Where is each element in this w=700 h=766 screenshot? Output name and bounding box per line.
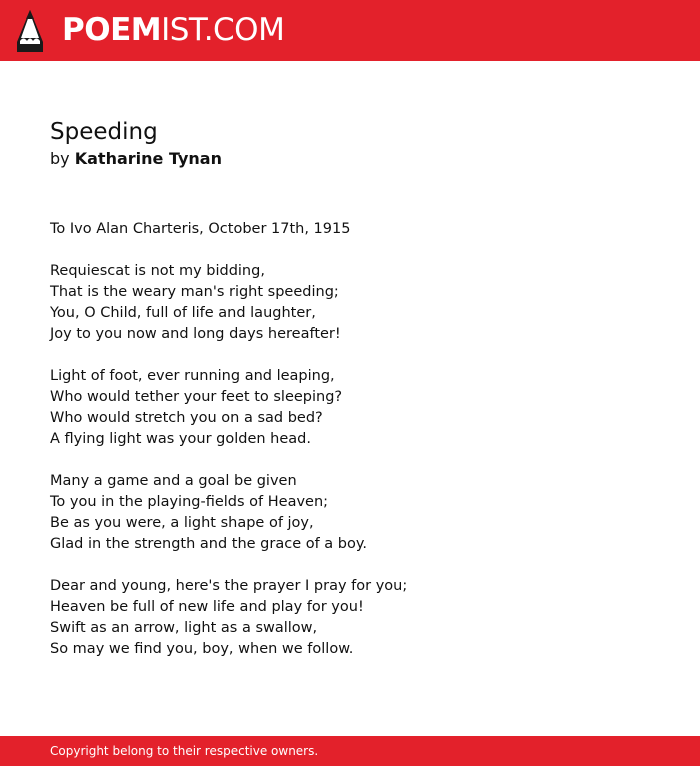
poem-line: Who would tether your feet to sleeping?	[50, 389, 343, 405]
poem-line: Swift as an arrow, light as a swallow,	[50, 620, 318, 636]
poem-line: Joy to you now and long days hereafter!	[50, 326, 341, 342]
poem-stanza-2	[50, 366, 407, 450]
poem-author: Katharine Tynan	[74, 149, 222, 168]
poem-line: To you in the playing-fields of Heaven;	[50, 494, 329, 510]
poem-stanza-4	[50, 576, 407, 660]
by-label: by	[50, 149, 70, 168]
poem-dedication: To Ivo Alan Charteris, October 17th, 1915	[50, 221, 351, 237]
poem-line: Be as you were, a light shape of joy,	[50, 515, 314, 531]
poem-line: That is the weary man's right speeding;	[50, 284, 339, 300]
poem-stanza-3	[50, 471, 407, 555]
site-logo-text[interactable]	[62, 12, 284, 48]
poem-line: Heaven be full of new life and play for you!	[50, 599, 364, 615]
pencil-tip-icon[interactable]	[17, 10, 43, 52]
poem-line: Dear and young, here's the prayer I pray for you;	[50, 578, 408, 594]
brand-bold-text: POEM	[62, 12, 162, 48]
site-header	[0, 0, 700, 61]
poem-line: Many a game and a goal be given	[50, 473, 297, 489]
poem-byline	[50, 148, 222, 170]
poem-line: Who would stretch you on a sad bed?	[50, 410, 323, 426]
poem-line: You, O Child, full of life and laughter,	[50, 305, 316, 321]
site-footer	[0, 736, 700, 766]
poem-stanza-1	[50, 261, 407, 345]
poem-line: Requiescat is not my bidding,	[50, 263, 265, 279]
poem-dedication-block	[50, 219, 407, 240]
poem-line: A flying light was your golden head.	[50, 431, 311, 447]
copyright-notice: Copyright belong to their respective owners.	[50, 744, 319, 758]
poem-line: So may we find you, boy, when we follow.	[50, 641, 354, 657]
poem-line: Glad in the strength and the grace of a boy.	[50, 536, 368, 552]
poem-line: Light of foot, ever running and leaping,	[50, 368, 335, 384]
poem-title: Speeding	[50, 119, 158, 145]
poem-body	[50, 219, 407, 660]
brand-light-text: IST.COM	[161, 12, 285, 48]
